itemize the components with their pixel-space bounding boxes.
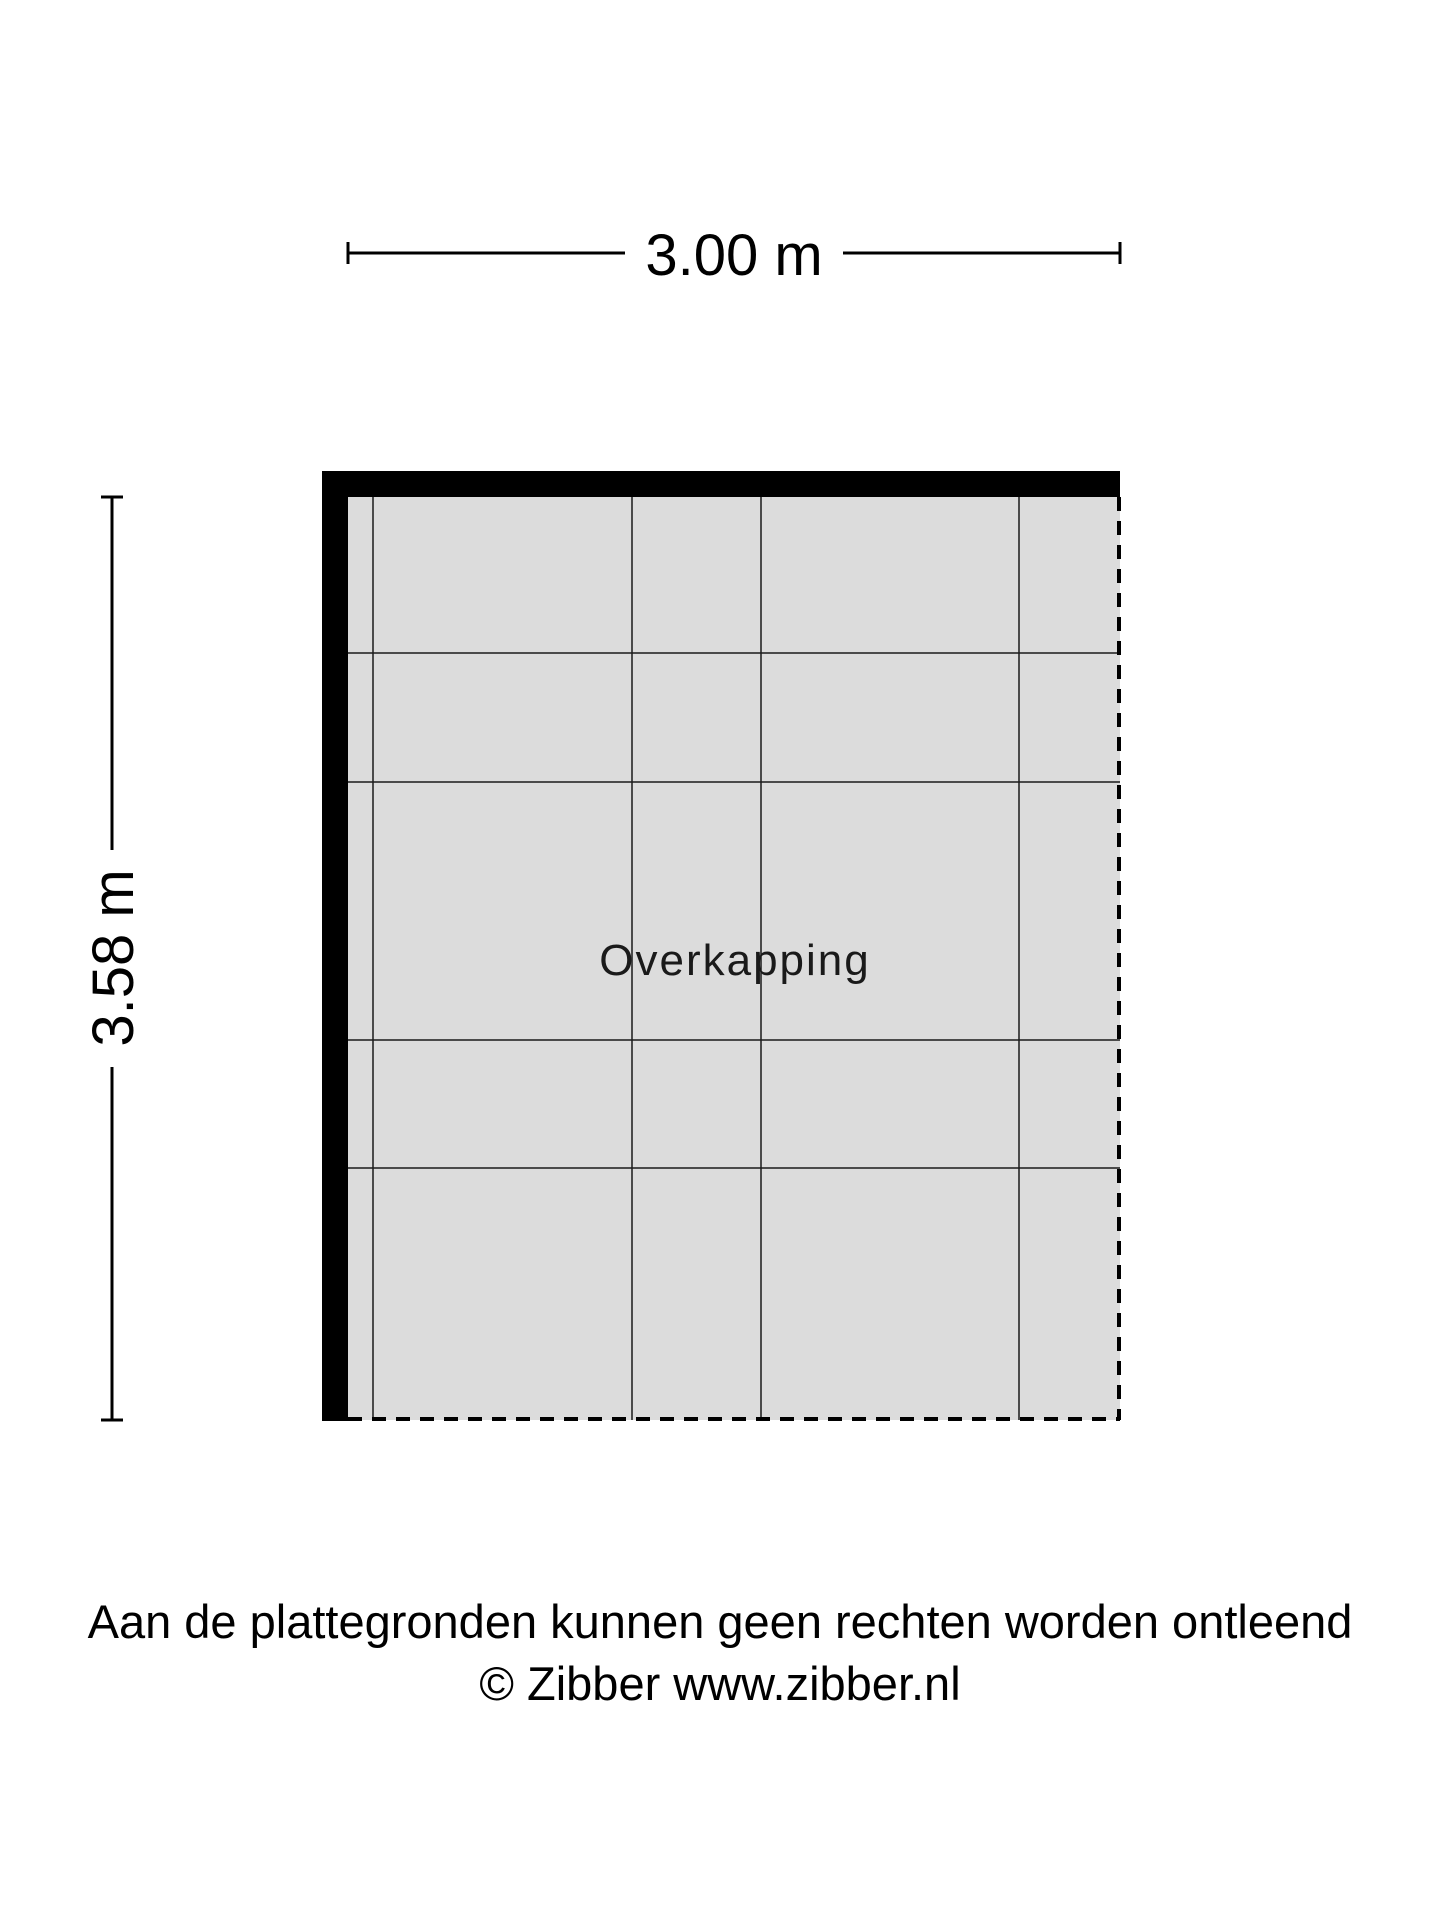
- wall-left: [322, 471, 348, 1421]
- width-dimension-label: 3.00 m: [645, 223, 823, 288]
- copyright-text: © Zibber www.zibber.nl: [479, 1657, 961, 1710]
- depth-dimension-label: 3.58 m: [81, 869, 146, 1047]
- wall-top: [322, 471, 1120, 497]
- depth-dimension: [81, 497, 146, 1420]
- width-dimension: [348, 223, 1120, 288]
- disclaimer-text: Aan de plattegronden kunnen geen rechten worden ontleend: [87, 1595, 1353, 1648]
- room-label: Overkapping: [599, 936, 871, 985]
